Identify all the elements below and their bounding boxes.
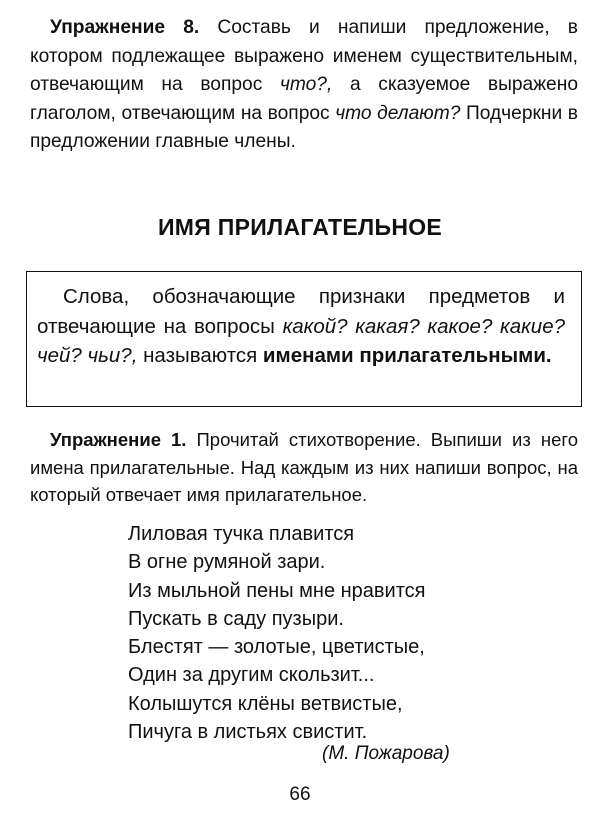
poem-line: Колышутся клёны ветвистые, <box>128 692 403 715</box>
rule-part1: Слова, обозначающие признаки предметов и отвечающие на вопросы <box>37 285 565 338</box>
exercise-1-instructions: Прочитай стихотворение. Выпиши из него имена прилагательные. Над каждым из них напиши вопрос, на который отвечает имя прилагательное. <box>30 429 578 505</box>
rule-box <box>26 271 582 407</box>
poem-line: Блестят — золотые, цветистые, <box>128 636 425 659</box>
poem-line: Из мыльной пены мне нравится <box>128 579 426 602</box>
exercise-8-text <box>30 14 578 157</box>
exercise-8-title: Упражнение 8. <box>50 17 200 38</box>
poem-line: Пускать в саду пузыри. <box>128 607 344 630</box>
poem-line: Лиловая тучка плавится <box>128 523 355 545</box>
exercise-1-text <box>30 426 578 509</box>
exercise-1-title: Упражнение 1. <box>50 429 187 450</box>
exercise-8-question-2: что делают? <box>335 102 461 124</box>
poem-line: В огне румяной зари. <box>128 551 326 574</box>
rule-questions: какой? какая? какое? какие? чей? чьи?, <box>37 314 565 367</box>
poem <box>128 520 508 746</box>
poem-line: Пичуга в листьях свистит. <box>128 721 368 744</box>
rule-text <box>37 282 565 371</box>
page-number: 66 <box>289 784 311 805</box>
poem-author: (М. Пожарова) <box>322 743 450 764</box>
rule-part2: называются <box>137 344 263 367</box>
section-heading: ИМЯ ПРИЛАГАТЕЛЬНОЕ <box>157 214 443 240</box>
poem-line: Один за другим скользит... <box>128 664 375 687</box>
exercise-8-part2: а сказуемое выражено глаголом, отвечающим на вопрос <box>30 74 578 124</box>
exercise-8-part1: Составь и напиши предложение, в котором подлежащее выражено именем существительным, отвечающим на вопрос <box>30 17 578 96</box>
rule-term: именами прилагательными. <box>262 344 552 367</box>
exercise-8-question-1: что?, <box>279 74 333 96</box>
exercise-8-part3: Подчеркни в предложении главные члены. <box>30 102 578 153</box>
